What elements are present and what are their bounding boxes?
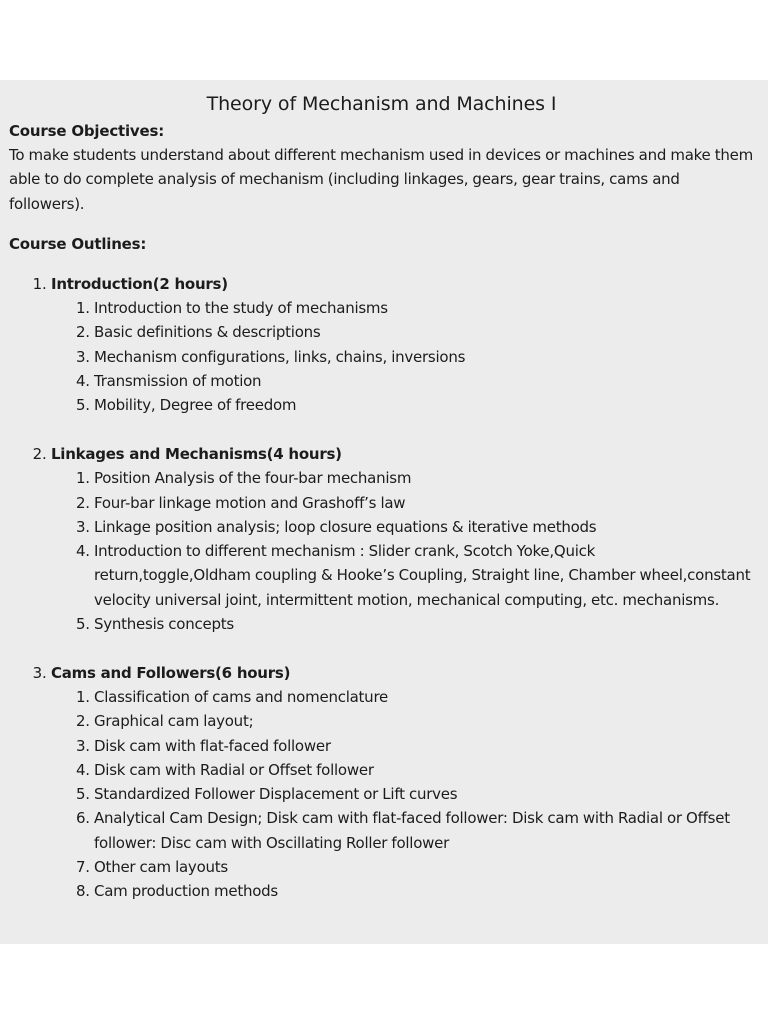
topic-item: 5. Synthesis concepts [94,612,754,636]
document-title: Theory of Mechanism and Machines I [206,93,557,115]
topic-item: 8. Cam production methods [94,879,754,903]
topic-item: 2. Graphical cam layout; [94,709,754,733]
topic-item: 3. Linkage position analysis; loop closure equations & iterative methods [94,515,754,539]
unit-title: Linkages and Mechanisms(4 hours) [51,444,342,463]
document-page [0,80,768,944]
topic-item: 2. Four-bar linkage motion and Grashoff’s law [94,491,754,515]
outlines-heading: Course Outlines: [9,234,147,253]
topic-item: 4. Transmission of motion [94,369,754,393]
topic-item: 4. Introduction to different mechanism : Slider crank, Scotch Yoke,Quick return,toggle,Oldham coupling & Hooke’s Coupling, Straight line, Chamber wheel,constant velocity universal joint, intermittent motion, mechanical computing, etc. mechanisms. [94,539,754,612]
topic-item: 5. Mobility, Degree of freedom [94,393,754,417]
topic-item: 3. Mechanism configurations, links, chains, inversions [94,345,754,369]
unit-item [51,661,754,904]
topic-item: 5. Standardized Follower Displacement or Lift curves [94,782,754,806]
topic-item: 4. Disk cam with Radial or Offset follower [94,758,754,782]
topic-list [51,296,754,417]
unit-item [51,272,754,418]
topic-list [51,466,754,636]
objectives-text: To make students understand about different mechanism used in devices or machines and make them able to do complete analysis of mechanism (including linkages, gears, gear trains, cams and followers). [9,146,753,213]
topic-item: 7. Other cam layouts [94,855,754,879]
objectives-heading: Course Objectives: [9,122,164,140]
unit-list [9,272,754,904]
unit-title: Cams and Followers(6 hours) [51,663,291,682]
topic-item: 3. Disk cam with flat-faced follower [94,734,754,758]
topic-item: 1. Position Analysis of the four-bar mechanism [94,466,754,490]
unit-title: Introduction(2 hours) [51,274,228,293]
topic-item: 1. Classification of cams and nomenclature [94,685,754,709]
topic-item: 2. Basic definitions & descriptions [94,320,754,344]
unit-item [51,442,754,636]
topic-list [51,685,754,904]
topic-item: 1. Introduction to the study of mechanisms [94,296,754,320]
topic-item: 6. Analytical Cam Design; Disk cam with flat-faced follower: Disk cam with Radial or Offset follower: Disc cam with Oscillating Roller follower [94,806,754,855]
